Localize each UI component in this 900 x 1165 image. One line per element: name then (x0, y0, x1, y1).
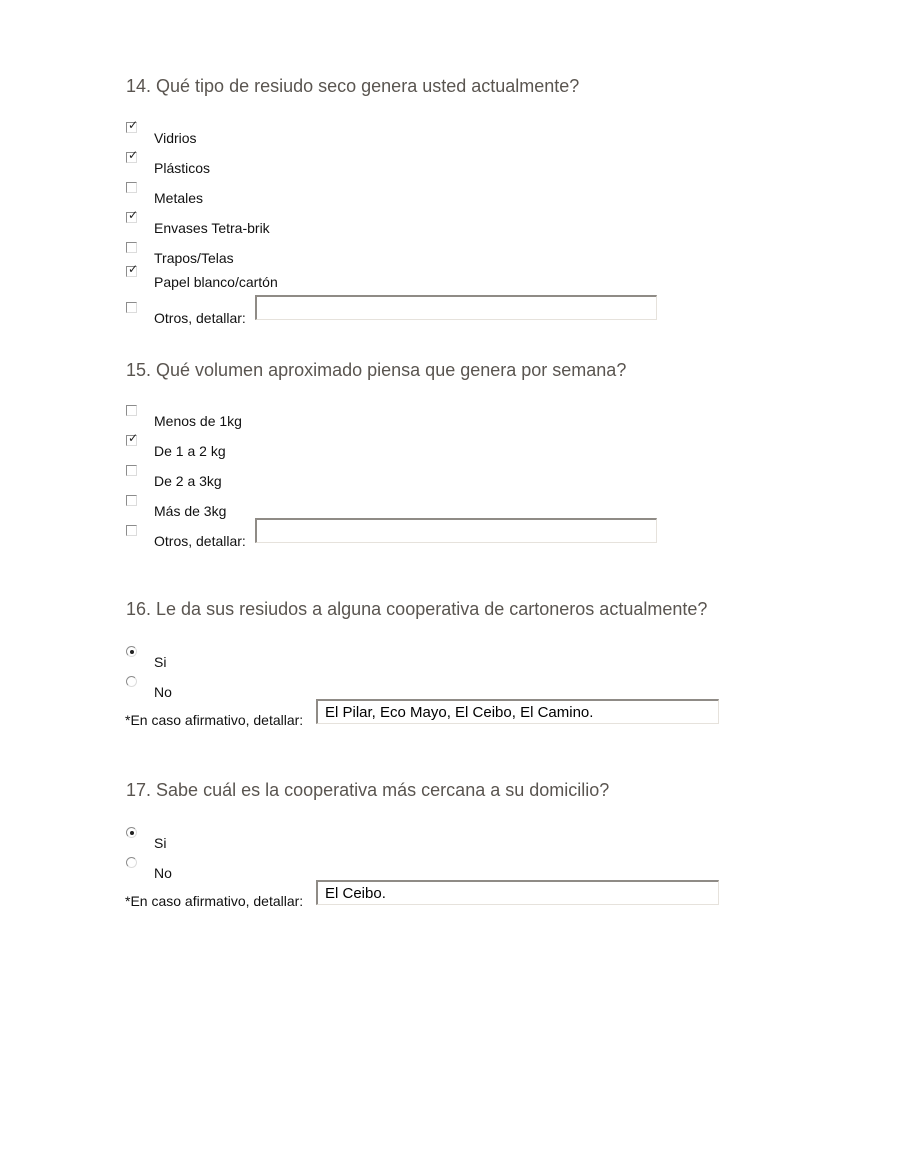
checkbox[interactable] (126, 495, 137, 506)
radio-button[interactable] (126, 827, 137, 838)
option-label: Si (154, 654, 167, 670)
option-label: Vidrios (154, 130, 197, 146)
option-2-a-3kg[interactable] (126, 465, 726, 491)
option-si[interactable] (126, 646, 726, 672)
option-1-a-2kg[interactable] (126, 431, 726, 461)
checkmark-icon: ✓ (128, 262, 139, 276)
checkbox[interactable] (126, 302, 137, 313)
radio-button[interactable] (126, 646, 137, 657)
checkbox[interactable] (126, 208, 139, 223)
checkbox[interactable] (126, 148, 139, 163)
checkbox[interactable] (126, 431, 139, 446)
option-label: De 2 a 3kg (154, 473, 222, 489)
option-trapos-telas[interactable] (126, 242, 726, 268)
option-label: Trapos/Telas (154, 250, 234, 266)
checkmark-icon: ✓ (128, 148, 139, 162)
radio-dot (130, 650, 134, 654)
checkmark-icon: ✓ (128, 118, 139, 132)
option-plasticos[interactable] (126, 148, 726, 178)
question-17-title: 17. Sabe cuál es la cooperativa más cercana a su domicilio? (126, 780, 610, 800)
question-14-title: 14. Qué tipo de resiudo seco genera usted actualmente? (126, 76, 580, 96)
q15-otros-input[interactable] (255, 518, 657, 543)
option-label: Si (154, 835, 167, 851)
option-si[interactable] (126, 827, 726, 853)
option-label: De 1 a 2 kg (154, 443, 226, 459)
checkbox[interactable] (126, 525, 137, 536)
option-label: Otros, detallar: (154, 533, 246, 549)
option-label: Más de 3kg (154, 503, 227, 519)
option-label: Papel blanco/cartón (154, 274, 278, 290)
q14-otros-input[interactable] (255, 295, 657, 320)
q17-detail-input[interactable]: El Ceibo. (316, 880, 719, 905)
radio-dot (130, 831, 134, 835)
option-metales[interactable] (126, 182, 726, 208)
detail-label: *En caso afirmativo, detallar: (125, 893, 304, 909)
option-label: Menos de 1kg (154, 413, 242, 429)
checkbox[interactable] (126, 182, 137, 193)
checkbox[interactable] (126, 118, 139, 133)
detail-label: *En caso afirmativo, detallar: (125, 712, 304, 728)
option-label: No (154, 865, 172, 881)
checkbox[interactable] (126, 262, 139, 277)
checkmark-icon: ✓ (128, 431, 139, 445)
question-16-title: 16. Le da sus resiudos a alguna cooperativa de cartoneros actualmente? (126, 599, 708, 619)
option-envases-tetra-brik[interactable] (126, 208, 726, 238)
checkbox[interactable] (126, 465, 137, 476)
checkbox[interactable] (126, 242, 137, 253)
question-15-title: 15. Qué volumen aproximado piensa que genera por semana? (126, 360, 627, 380)
option-label: Envases Tetra-brik (154, 220, 270, 236)
option-label: Metales (154, 190, 204, 206)
option-label: Plásticos (154, 160, 211, 176)
checkmark-icon: ✓ (128, 208, 139, 222)
option-papel-carton[interactable] (126, 262, 726, 292)
radio-button[interactable] (126, 857, 137, 868)
option-menos-1kg[interactable] (126, 405, 726, 431)
checkbox[interactable] (126, 405, 137, 416)
radio-button[interactable] (126, 676, 137, 687)
q16-detail-input[interactable]: El Pilar, Eco Mayo, El Ceibo, El Camino. (316, 699, 719, 724)
option-label: No (154, 684, 172, 700)
option-vidrios[interactable] (126, 118, 726, 148)
option-label: Otros, detallar: (154, 310, 246, 326)
